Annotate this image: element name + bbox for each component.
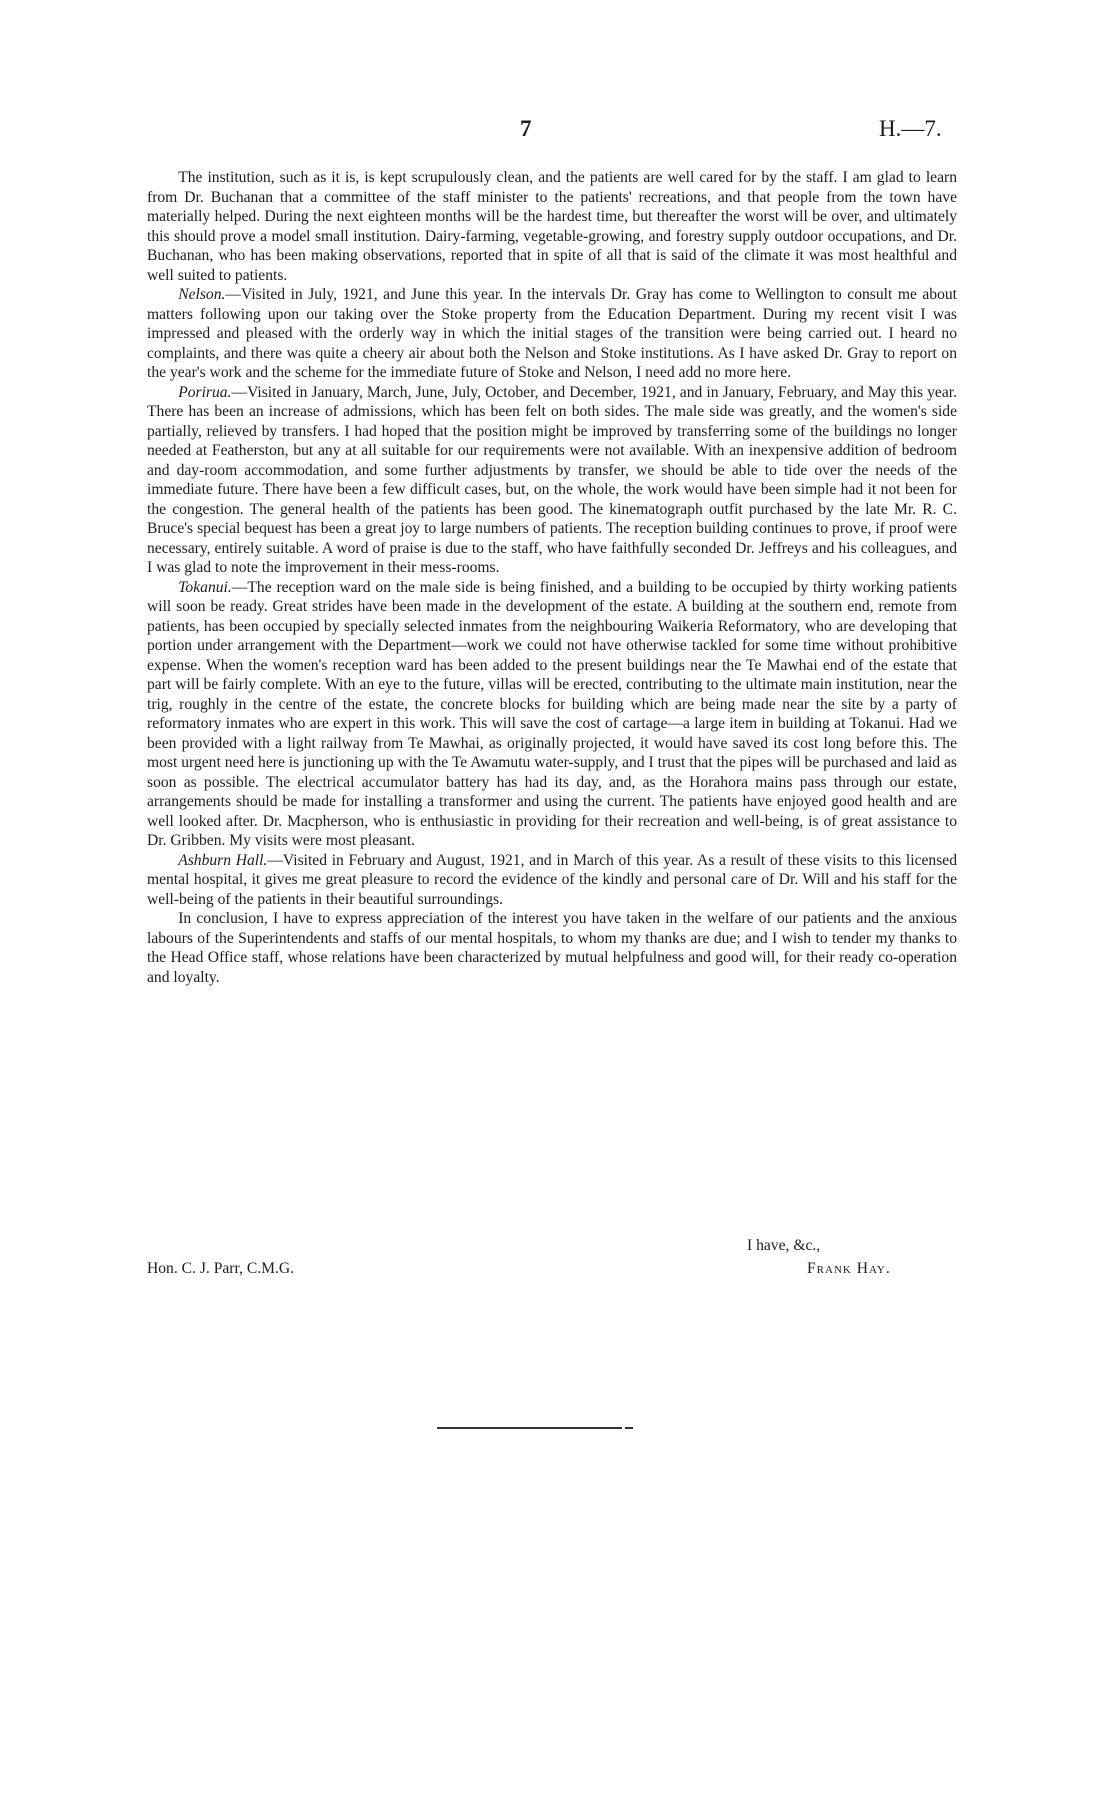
paragraph-text: —Visited in July, 1921, and June this year. In the intervals Dr. Gray has come to Wellington to consult me about matters following upon our taking over the Stoke property from the Education Department. During my recent visit I was impressed and pleased with the orderly way in which the initial stages of the transition were being carried out. I heard no complaints, and there was quite a cheery air about both the Nelson and Stoke institutions. As I have asked Dr. Gray to report on the year's work and the scheme for the immediate future of Stoke and Nelson, I need add no more here. <box>147 286 957 381</box>
paragraph-text: —Visited in January, March, June, July, October, and December, 1921, and in January, February, and May this year. There has been an increase of admissions, which has been felt on both sides. The male side was greatly, and the women's side partially, relieved by transfers. I had hoped that the position might be improved by transferring some of the buildings no longer needed at Featherston, but any at all suitable for our requirements were not available. With an inexpensive addition of bedroom and day-room accommodation, and some further adjustments by transfer, we should be able to tide over the needs of the immediate future. There have been a few difficult cases, but, on the whole, the work would have been simple had it not been for the congestion. The general health of the patients has been good. The kinematograph outfit purchased by the late Mr. R. C. Bruce's special bequest has been a great joy to large numbers of patients. The reception building continues to prove, if proof were necessary, entirely suitable. A word of praise is due to the staff, who have faithfully seconded Dr. Jeffreys and his colleagues, and I was glad to note the improvement in their mess-rooms. <box>147 383 957 576</box>
section-name-nelson: Nelson. <box>178 286 226 303</box>
section-name-porirua: Porirua. <box>178 383 232 401</box>
signature-name: Frank Hay. <box>807 1260 891 1277</box>
page-number: 7 <box>520 116 532 141</box>
paragraph-text: In conclusion, I have to express appreciation of the interest you have taken in the welfare of our patients and the anxious labours of the Superintendents and staffs of our mental hospitals, to whom my thanks are due; and I wish to tender my thanks to the Head Office staff, whose relations have been characterized by mutual helpfulness and good will, for their ready co-operation and loyalty. <box>147 910 957 986</box>
paragraph-text: —The reception ward on the male side is being finished, and a building to be occupied by thirty working patients will soon be ready. Great strides have been made in the development of the estate. A building at the southern end, remote from patients, has been occupied by specially selected inmates from the neighbouring Waikeria Reformatory, who are developing that portion under arrangement with the Department—work we could not have otherwise tackled for some time without prohibitive expense. When the women's reception ward has been added to the present buildings near the Te Mawhai end of the estate that part will be fairly complete. With an eye to the future, villas will be erected, contributing to the ultimate main institution, near the trig, roughly in the centre of the estate, the concrete blocks for building which are being made near the site by a party of reformatory inmates who are expert in this work. This will save the cost of cartage—a large item in building at Tokanui. Had we been provided with a light railway from Te Mawhai, as originally projected, it would have saved its cost long before this. The most urgent need here is junctioning up with the Te Awamutu water-supply, and I trust that the pipes will be purchased and laid as soon as possible. The electrical accumulator battery has had its day, and, as the Horahora mains pass through our estate, arrangements should be made for installing a transformer and using the current. The patients have enjoyed good health and are well looked after. Dr. Macpherson, who is enthusiastic in providing for their recreation and well-being, is of great assistance to Dr. Gribben. My visits were most pleasant. <box>147 578 957 849</box>
paragraph-text: The institution, such as it is, is kept scrupulously clean, and the patients are well cared for by the staff. I am glad to learn from Dr. Buchanan that a committee of the staff minister to the patients' recreations, and that people from the town have materially helped. During the next eighteen months will be the hardest time, but thereafter the worst will be over, and ultimately this should prove a model small institution. Dairy-farming, vegetable-growing, and forestry supply outdoor occupations, and Dr. Buchanan, who has been making observations, reported that in spite of all that is said of the climate it was most healthful and well suited to patients. <box>147 169 957 284</box>
section-name-tokanui: Tokanui. <box>178 578 232 596</box>
paragraph-porirua <box>147 383 957 578</box>
document-reference: H.—7. <box>879 116 942 141</box>
end-rule-tail <box>625 1427 633 1429</box>
paragraph-conclusion <box>147 909 957 987</box>
section-name-ashburn-hall: Ashburn Hall. <box>178 851 268 869</box>
addressee: Hon. C. J. Parr, C.M.G. <box>147 1260 295 1277</box>
report-body <box>147 168 957 987</box>
paragraph-tokanui <box>147 578 957 851</box>
paragraph-text: —Visited in February and August, 1921, and in March of this year. As a result of these visits to this licensed mental hospital, it gives me great pleasure to record the evidence of the kindly and personal care of Dr. Will and his staff for the well-being of the patients in their beautiful surroundings. <box>147 851 957 908</box>
paragraph-institution <box>147 168 957 285</box>
page-header <box>0 116 1114 146</box>
letter-closing <box>147 1237 957 1287</box>
paragraph-nelson <box>147 285 957 383</box>
closing-greeting: I have, &c., <box>747 1237 821 1254</box>
paragraph-ashburn-hall <box>147 851 957 910</box>
end-rule <box>437 1427 622 1429</box>
